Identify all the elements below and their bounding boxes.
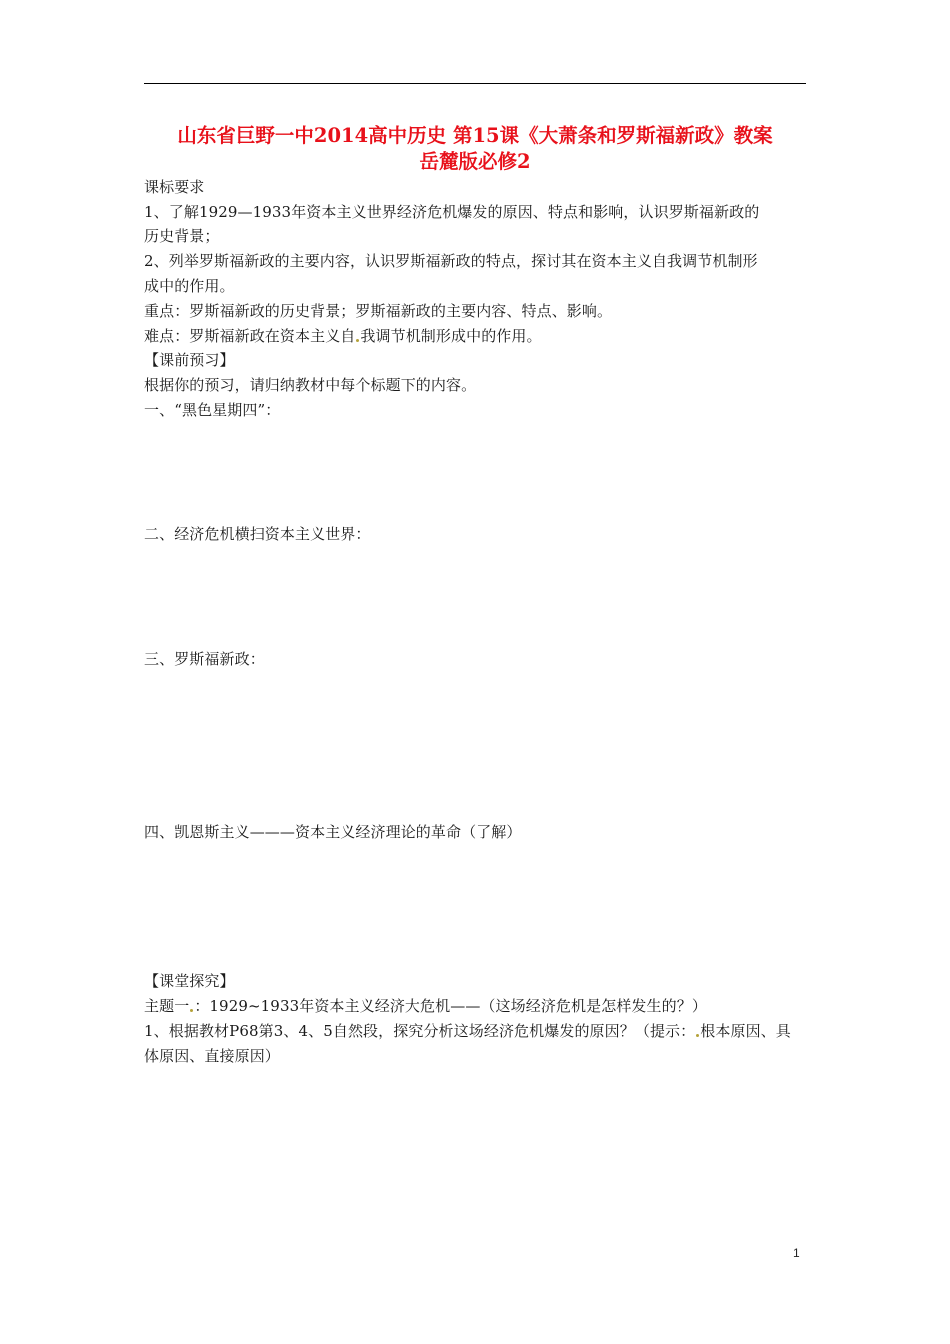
standards-heading: 课标要求 [144,178,205,196]
standard1-line1: 1、了解1929—1933年资本主义世界经济危机爆发的原因、特点和影响，认识罗斯福新政的 [144,203,760,221]
preview-heading: 【课前预习】 [144,351,235,369]
topic-1-text: ：1929~1933年资本主义经济大危机——（这场经济危机是怎样发生的？） [194,997,707,1015]
standard2-line1: 2、列举罗斯福新政的主要内容，认识罗斯福新政的特点，探讨其在资本主义自我调节机制形 [144,252,758,270]
question-1-line1 [144,1019,808,1043]
question-1-part1: 1、根据教材P68第3、4、5自然段，探究分析这场经济危机爆发的原因？（提示： [144,1022,696,1040]
speck-mark [356,339,359,342]
section-4-heading: 四、凯恩斯主义———资本主义经济理论的革命（了解） [144,823,522,841]
header-rule [144,83,806,84]
preview-instruction: 根据你的预习，请归纳教材中每个标题下的内容。 [144,376,477,394]
standard2-line2: 成中的作用。 [144,277,235,295]
question-1-part2: 根本原因、具 [700,1022,791,1040]
document-title-line1: 山东省巨野一中2014高中历史 第15课《大萧条和罗斯福新政》教案 [177,124,773,147]
topic-1-label: 主题一 [144,997,190,1015]
difficult-points-part1: 难点：罗斯福新政在资本主义自 [144,327,356,345]
key-points: 重点：罗斯福新政的历史背景；罗斯福新政的主要内容、特点、影响。 [144,302,613,320]
document-title-line2: 岳麓版必修2 [419,150,531,173]
question-1-line2: 体原因、直接原因） [144,1047,280,1065]
difficult-points [144,324,808,348]
page-number: 1 [793,1246,800,1260]
speck-mark [190,1009,193,1012]
section-2-heading: 二、经济危机横扫资本主义世界： [144,525,371,543]
difficult-points-part2: 我调节机制形成中的作用。 [360,327,542,345]
explore-heading: 【课堂探究】 [144,972,235,990]
speck-mark [696,1034,699,1037]
topic-1 [144,994,808,1018]
standard1-line2: 历史背景； [144,227,220,245]
section-1-heading: 一、“黑色星期四”： [144,401,281,419]
section-3-heading: 三、罗斯福新政： [144,650,265,668]
